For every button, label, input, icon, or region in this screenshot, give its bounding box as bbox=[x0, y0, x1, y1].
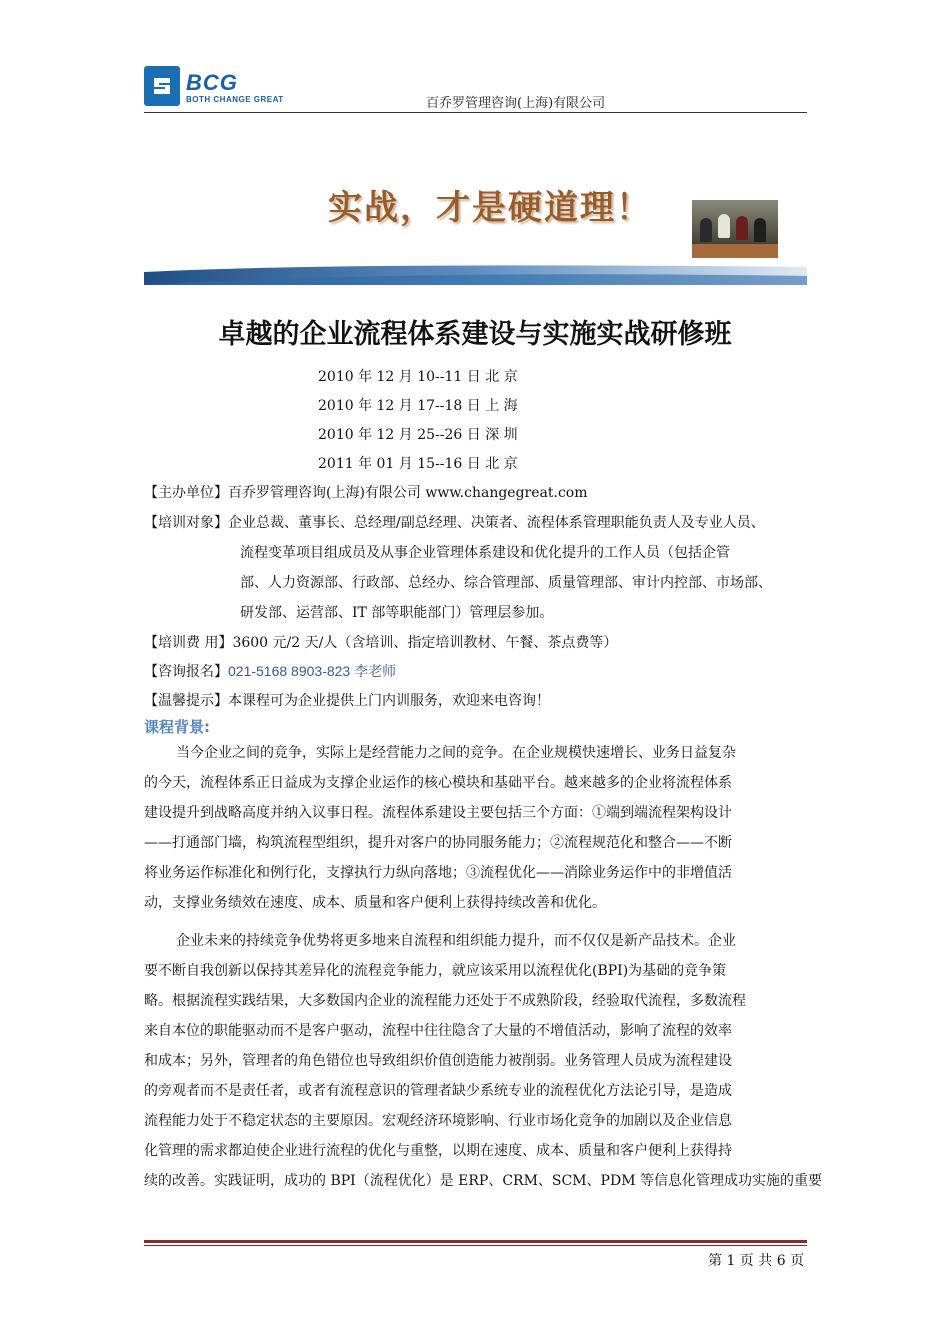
paragraph-line: 动，支撑业务绩效在速度、成本、质量和客户便利上获得持续改善和优化。 bbox=[144, 895, 606, 911]
banner-wave-graphic bbox=[144, 262, 807, 285]
audience-line: 【培训对象】企业总裁、董事长、总经理/副总经理、决策者、流程体系管理职能负责人及专业人员、 bbox=[144, 515, 765, 531]
paragraph-line: 要不断自我创新以保持其差异化的流程竞争能力，就应该采用以流程优化(BPI)为基础的竞争策 bbox=[144, 963, 727, 979]
contact-label: 【咨询报名】 bbox=[144, 664, 228, 680]
paragraph-line: 的旁观者而不是责任者，或者有流程意识的管理者缺少系统专业的流程优化方法论引导，是造成 bbox=[144, 1083, 732, 1099]
paragraph-line: 当今企业之间的竞争，实际上是经营能力之间的竞争。在企业规模快速增长、业务日益复杂 bbox=[176, 745, 736, 761]
banner-slogan: 实战，才是硬道理！ bbox=[328, 188, 652, 228]
schedule-line: 2010 年 12 月 25--26 日 深 圳 bbox=[318, 427, 518, 443]
paragraph-line: 略。根据流程实践结果，大多数国内企业的流程能力还处于不成熟阶段，经验取代流程，多数流程 bbox=[144, 993, 746, 1009]
background-paragraph-1 bbox=[144, 738, 808, 918]
audience-line: 研发部、运营部、IT 部等职能部门）管理层参加。 bbox=[240, 605, 554, 621]
paragraph-line: 企业未来的持续竞争优势将更多地来自流程和组织能力提升，而不仅仅是新产品技术。企业 bbox=[176, 933, 736, 949]
paragraph-line: 和成本；另外，管理者的角色错位也导致组织价值创造能力被削弱。业务管理人员成为流程建设 bbox=[144, 1053, 732, 1069]
background-paragraph-2 bbox=[144, 926, 822, 1196]
bcg-logo-icon bbox=[144, 66, 180, 106]
fee-line: 【培训费 用】3600 元/2 天/人（含培训、指定培训教材、午餐、茶点费等） bbox=[144, 635, 618, 651]
footer-divider bbox=[144, 1240, 807, 1243]
section-heading-background: 课程背景: bbox=[144, 718, 210, 736]
page-number: 第 1 页 共 6 页 bbox=[708, 1253, 805, 1269]
schedule-line: 2010 年 12 月 17--18 日 上 海 bbox=[318, 398, 518, 414]
audience-line: 流程变革项目组成员及从事企业管理体系建设和优化提升的工作人员（包括企管 bbox=[240, 545, 730, 561]
paragraph-line: 续的改善。实践证明，成功的 BPI（流程优化）是 ERP、CRM、SCM、PDM 等信息化管理成功实施的重要 bbox=[144, 1173, 822, 1189]
contact-line bbox=[144, 661, 396, 681]
logo-mark-icon bbox=[150, 74, 174, 98]
paragraph-line: 建设提升到战略高度并纳入议事日程。流程体系建设主要包括三个方面：①端到端流程架构设计 bbox=[144, 805, 732, 821]
paragraph-line: 流程能力处于不稳定状态的主要原因。宏观经济环境影响、行业市场化竞争的加剧以及企业信息 bbox=[144, 1113, 732, 1129]
logo-tagline: BOTH CHANGE GREAT bbox=[186, 95, 284, 104]
paragraph-line: 的今天，流程体系正日益成为支撑企业运作的核心模块和基础平台。越来越多的企业将流程体系 bbox=[144, 775, 732, 791]
organizer-line: 【主办单位】百乔罗管理咨询(上海)有限公司 www.changegreat.com bbox=[144, 485, 588, 501]
paragraph-line: 化管理的需求都迫使企业进行流程的优化与重整，以期在速度、成本、质量和客户便利上获得持 bbox=[144, 1143, 732, 1159]
schedule-line: 2010 年 12 月 10--11 日 北 京 bbox=[318, 369, 518, 385]
banner-meeting-photo bbox=[692, 200, 778, 258]
tip-line: 【温馨提示】本课程可为企业提供上门内训服务，欢迎来电咨询！ bbox=[144, 693, 550, 709]
audience-line: 部、人力资源部、行政部、总经办、综合管理部、质量管理部、审计内控部、市场部、 bbox=[240, 575, 772, 591]
header-divider bbox=[144, 112, 807, 113]
header-company-name: 百乔罗管理咨询(上海)有限公司 bbox=[426, 96, 606, 111]
logo-text: BCG bbox=[186, 70, 238, 95]
paragraph-line: 来自本位的职能驱动而不是客户驱动，流程中往往隐含了大量的不增值活动，影响了流程的效率 bbox=[144, 1023, 732, 1039]
paragraph-line: ——打通部门墙，构筑流程型组织，提升对客户的协同服务能力；②流程规范化和整合——不断 bbox=[144, 835, 732, 851]
footer-divider-thin bbox=[144, 1245, 807, 1246]
document-title: 卓越的企业流程体系建设与实施实战研修班 bbox=[218, 319, 732, 350]
banner bbox=[144, 150, 807, 285]
contact-phone: 021-5168 8903-823 李老师 bbox=[228, 663, 397, 679]
schedule-line: 2011 年 01 月 15--16 日 北 京 bbox=[318, 456, 518, 472]
paragraph-line: 将业务运作标准化和例行化，支撑执行力纵向落地；③流程优化——消除业务运作中的非增值活 bbox=[144, 865, 732, 881]
